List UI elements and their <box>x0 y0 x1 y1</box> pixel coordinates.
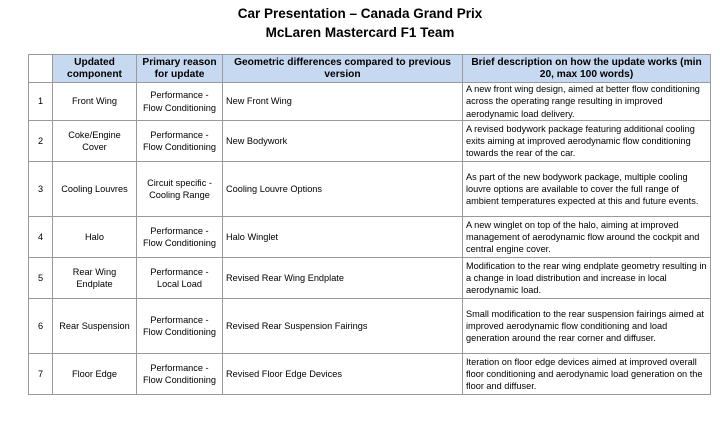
row-component: Cooling Louvres <box>53 162 137 217</box>
row-description: Iteration on floor edge devices aimed at improved overall floor conditioning and aerodynamic load generation on the floor and diffuser. <box>463 354 711 395</box>
row-number: 2 <box>29 121 53 162</box>
row-component: Rear Suspension <box>53 299 137 354</box>
row-reason: Performance - Flow Conditioning <box>137 354 223 395</box>
table-row <box>29 83 711 121</box>
row-number: 1 <box>29 83 53 121</box>
row-geometry: Cooling Louvre Options <box>223 162 463 217</box>
row-description: As part of the new bodywork package, multiple cooling louvre options are available to cover the full range of ambient temperatures expected at this and future events. <box>463 162 711 217</box>
title-line-1: Car Presentation – Canada Grand Prix <box>237 6 483 21</box>
row-geometry: Halo Winglet <box>223 217 463 258</box>
header-number <box>29 55 53 83</box>
row-number: 5 <box>29 258 53 299</box>
row-component: Halo <box>53 217 137 258</box>
header-component: Updated component <box>53 55 137 83</box>
title-line-2: McLaren Mastercard F1 Team <box>265 25 455 40</box>
row-reason: Performance - Flow Conditioning <box>137 121 223 162</box>
row-description: Modification to the rear wing endplate geometry resulting in a change in load distribution and increase in local aerodynamic load. <box>463 258 711 299</box>
row-geometry: Revised Floor Edge Devices <box>223 354 463 395</box>
row-geometry: New Bodywork <box>223 121 463 162</box>
header-reason: Primary reason for update <box>137 55 223 83</box>
table-row <box>29 354 711 395</box>
row-reason: Circuit specific - Cooling Range <box>137 162 223 217</box>
row-component: Front Wing <box>53 83 137 121</box>
row-reason: Performance - Flow Conditioning <box>137 299 223 354</box>
document-title <box>0 4 720 42</box>
row-description: Small modification to the rear suspension fairings aimed at improved aerodynamic flow conditioning and load generation around the rear corner and diffuser. <box>463 299 711 354</box>
row-reason: Performance - Flow Conditioning <box>137 83 223 121</box>
row-reason: Performance - Local Load <box>137 258 223 299</box>
row-reason: Performance - Flow Conditioning <box>137 217 223 258</box>
row-number: 4 <box>29 217 53 258</box>
row-geometry: Revised Rear Wing Endplate <box>223 258 463 299</box>
updates-table <box>28 54 711 395</box>
table-row <box>29 258 711 299</box>
row-description: A new front wing design, aimed at better flow conditioning across the operating range resulting in improved aerodynamic load delivery. <box>463 83 711 121</box>
header-geometry: Geometric differences compared to previous version <box>223 55 463 83</box>
row-description: A revised bodywork package featuring additional cooling exits aiming at improved aerodynamic flow conditioning towards the rear of the car. <box>463 121 711 162</box>
row-component: Coke/Engine Cover <box>53 121 137 162</box>
row-geometry: New Front Wing <box>223 83 463 121</box>
table-row <box>29 217 711 258</box>
row-geometry: Revised Rear Suspension Fairings <box>223 299 463 354</box>
row-component: Floor Edge <box>53 354 137 395</box>
table-row <box>29 121 711 162</box>
row-number: 6 <box>29 299 53 354</box>
header-row <box>29 55 711 83</box>
table-row <box>29 299 711 354</box>
header-description: Brief description on how the update works (min 20, max 100 words) <box>463 55 711 83</box>
row-number: 3 <box>29 162 53 217</box>
row-component: Rear Wing Endplate <box>53 258 137 299</box>
row-description: A new winglet on top of the halo, aiming at improved management of aerodynamic flow around the cockpit and central engine cover. <box>463 217 711 258</box>
table-row <box>29 162 711 217</box>
row-number: 7 <box>29 354 53 395</box>
